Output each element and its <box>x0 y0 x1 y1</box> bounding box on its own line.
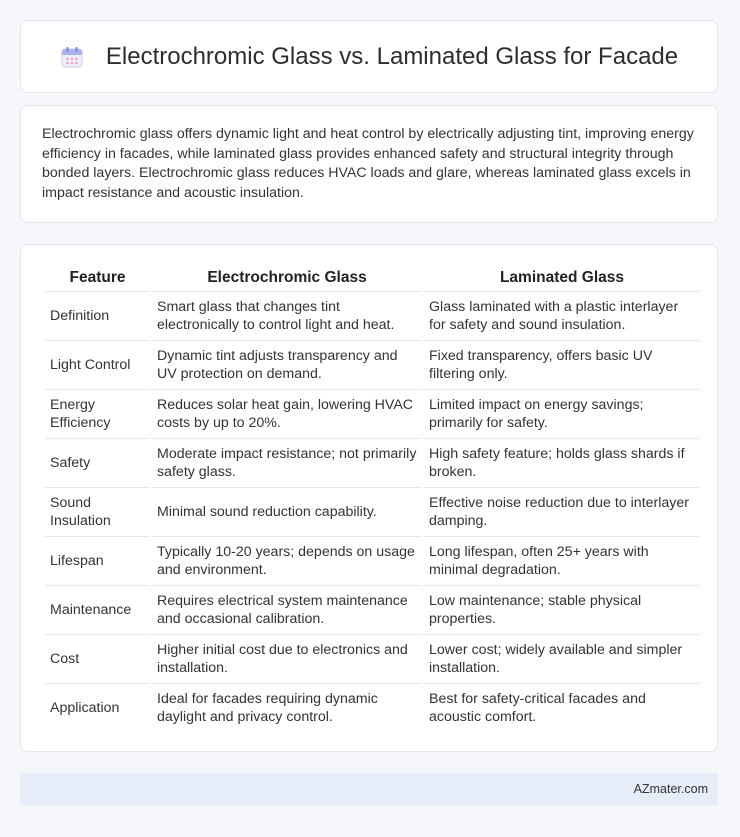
laminated-cell: Best for safety-critical facades and acoustic comfort. <box>424 683 700 732</box>
feature-cell: Energy Efficiency <box>45 389 150 438</box>
table-row <box>45 536 700 585</box>
summary-text: Electrochromic glass offers dynamic light and heat control by electrically adjusting tint, improving energy efficiency in facades, while laminated glass provides enhanced safety and structural integrity through bonded layers. Electrochromic glass reduces HVAC loads and glare, whereas laminated glass excels in impact resistance and acoustic insulation. <box>42 126 694 201</box>
comparison-table <box>43 265 702 732</box>
electrochromic-cell: Smart glass that changes tint electronically to control light and heat. <box>152 291 422 340</box>
laminated-cell: Limited impact on energy savings; primarily for safety. <box>424 389 700 438</box>
laminated-cell: Long lifespan, often 25+ years with minimal degradation. <box>424 536 700 585</box>
table-row <box>45 487 700 536</box>
table-row <box>45 291 700 340</box>
electrochromic-cell: Higher initial cost due to electronics and installation. <box>152 634 422 683</box>
feature-cell: Lifespan <box>45 536 150 585</box>
laminated-cell: Fixed transparency, offers basic UV filtering only. <box>424 340 700 389</box>
laminated-cell: Glass laminated with a plastic interlayer for safety and sound insulation. <box>424 291 700 340</box>
header-laminated: Laminated Glass <box>499 269 625 286</box>
feature-cell: Cost <box>45 634 150 683</box>
table-header-row <box>45 265 700 291</box>
table-row <box>45 438 700 487</box>
title-card <box>20 20 718 93</box>
page-title <box>60 43 678 71</box>
footer <box>20 773 718 805</box>
summary-card <box>20 105 718 223</box>
electrochromic-cell: Ideal for facades requiring dynamic daylight and privacy control. <box>152 683 422 732</box>
electrochromic-cell: Dynamic tint adjusts transparency and UV protection on demand. <box>152 340 422 389</box>
laminated-cell: Effective noise reduction due to interlayer damping. <box>424 487 700 536</box>
calendar-icon <box>60 45 84 69</box>
feature-cell: Sound Insulation <box>45 487 150 536</box>
electrochromic-cell: Typically 10-20 years; depends on usage and environment. <box>152 536 422 585</box>
electrochromic-cell: Reduces solar heat gain, lowering HVAC costs by up to 20%. <box>152 389 422 438</box>
feature-cell: Light Control <box>45 340 150 389</box>
page-title-text: Electrochromic Glass vs. Laminated Glass for Facade <box>105 42 679 70</box>
header-electrochromic: Electrochromic Glass <box>207 269 367 286</box>
comparison-table-card <box>20 244 718 752</box>
table-row <box>45 389 700 438</box>
electrochromic-cell: Requires electrical system maintenance and occasional calibration. <box>152 585 422 634</box>
header-feature: Feature <box>69 269 126 286</box>
electrochromic-cell: Moderate impact resistance; not primarily safety glass. <box>152 438 422 487</box>
feature-cell: Maintenance <box>45 585 150 634</box>
footer-site-link[interactable]: AZmater.com <box>633 782 708 796</box>
table-row <box>45 340 700 389</box>
laminated-cell: Low maintenance; stable physical properties. <box>424 585 700 634</box>
table-row <box>45 683 700 732</box>
table-row <box>45 585 700 634</box>
table-row <box>45 634 700 683</box>
feature-cell: Application <box>45 683 150 732</box>
laminated-cell: High safety feature; holds glass shards if broken. <box>424 438 700 487</box>
electrochromic-cell: Minimal sound reduction capability. <box>152 487 422 536</box>
feature-cell: Definition <box>45 291 150 340</box>
feature-cell: Safety <box>45 438 150 487</box>
laminated-cell: Lower cost; widely available and simpler installation. <box>424 634 700 683</box>
